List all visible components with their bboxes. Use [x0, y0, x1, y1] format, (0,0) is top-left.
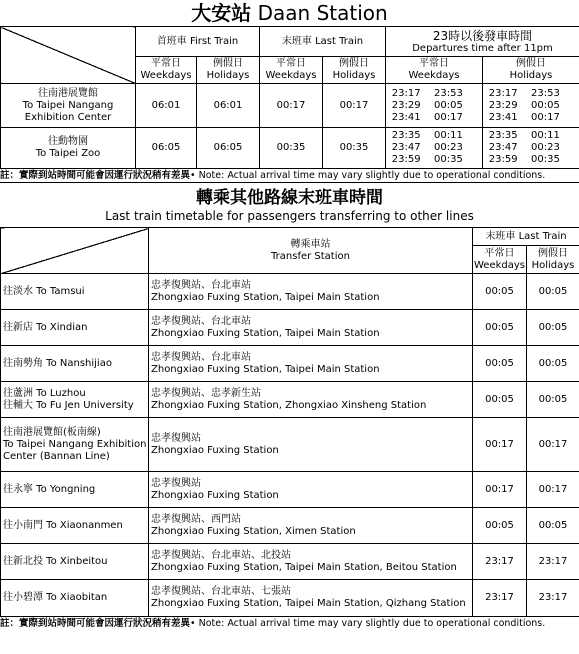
- destination-text: To Taipei Nangang Exhibition: [3, 438, 147, 450]
- weekdays-zh: 平常日: [484, 247, 515, 259]
- station-cell: [149, 508, 473, 544]
- table-row: [1, 418, 579, 472]
- time: 23:29: [391, 99, 421, 111]
- weekdays-en: Weekdays: [473, 259, 525, 271]
- destination-text: 往南港展覽館(板南線): [3, 426, 101, 438]
- station-cell: [149, 310, 473, 346]
- holidays-en: Holidays: [531, 259, 575, 271]
- time: 23:41: [488, 111, 518, 123]
- first-holiday-time: 06:01: [197, 84, 260, 128]
- station-zh: 忠孝復興站、忠孝新生站: [151, 387, 261, 399]
- holidays-zh: 例假日: [538, 247, 568, 259]
- holiday-time: 00:05: [527, 382, 579, 418]
- time: 23:53: [434, 87, 463, 99]
- destination-cell: [1, 382, 149, 418]
- destination-cell: [1, 128, 136, 169]
- time: 00:35: [434, 154, 463, 165]
- weekdays-en: Weekdays: [408, 70, 460, 81]
- destination-cell: [1, 346, 149, 382]
- time: 00:23: [531, 142, 560, 153]
- after-holiday-times: [483, 84, 579, 128]
- holidays-header: [483, 57, 579, 84]
- time: 00:05: [531, 99, 560, 111]
- weekday-time: 00:05: [473, 382, 527, 418]
- table-row: [1, 472, 579, 508]
- weekday-time: 00:05: [473, 508, 527, 544]
- station-cell: [149, 418, 473, 472]
- destination-text: 往淡水 To Tamsui: [3, 285, 85, 297]
- destination-text: Center (Bannan Line): [3, 450, 110, 462]
- destination-cell: [1, 544, 149, 580]
- holidays-zh: 例假日: [213, 58, 243, 69]
- table-row: [1, 128, 579, 169]
- table-row: [1, 84, 579, 128]
- station-zh: 忠孝復興站、台北車站、北投站: [151, 549, 291, 561]
- after-weekday-times: [386, 128, 483, 169]
- station-en: Zhongxiao Fuxing Station: [151, 444, 279, 456]
- time: 00:17: [434, 111, 463, 123]
- station-cell: [149, 580, 473, 617]
- station-title-en: Daan Station: [257, 1, 388, 25]
- first-holiday-time: 06:05: [197, 128, 260, 169]
- weekday-time: 00:05: [473, 346, 527, 382]
- destination-en: Exhibition Center: [24, 111, 112, 123]
- station-zh: 忠孝復興站、台北車站: [151, 351, 251, 363]
- destination-text: 往南勢角 To Nanshijiao: [3, 357, 112, 369]
- destination-cell: [1, 418, 149, 472]
- time: 23:17: [488, 87, 518, 99]
- corner-cell: [1, 27, 136, 84]
- weekdays-header: [136, 57, 197, 84]
- time: 23:35: [391, 130, 421, 141]
- weekday-time: 23:17: [473, 544, 527, 580]
- holidays-header: [527, 246, 579, 274]
- time: 23:29: [488, 99, 518, 111]
- station-cell: [149, 472, 473, 508]
- station-en: Zhongxiao Fuxing Station, Taipei Main Station: [151, 291, 380, 303]
- last-train-header: 末班車 Last Train: [473, 228, 579, 246]
- time: 00:17: [531, 111, 560, 123]
- weekday-time: 23:17: [473, 580, 527, 617]
- station-cell: [149, 346, 473, 382]
- holiday-time: 00:05: [527, 346, 579, 382]
- after-weekday-times: [386, 84, 483, 128]
- station-title-zh: 大安站: [191, 1, 252, 25]
- destination-text: 往蘆洲 To Luzhou: [3, 387, 86, 399]
- station-zh: 忠孝復興站、西門站: [151, 513, 241, 525]
- station-en: Zhongxiao Fuxing Station, Ximen Station: [151, 525, 356, 537]
- holidays-zh: 例假日: [339, 58, 369, 69]
- first-train-header: 首班車 First Train: [136, 27, 260, 57]
- time: 23:47: [488, 142, 518, 153]
- weekdays-en: Weekdays: [140, 70, 192, 81]
- holiday-time: 00:05: [527, 274, 579, 310]
- weekdays-header: [260, 57, 323, 84]
- station-en: Zhongxiao Fuxing Station, Taipei Main Station: [151, 327, 380, 339]
- transfer-station-zh: 轉乘車站: [290, 238, 331, 250]
- time: 23:35: [488, 130, 518, 141]
- station-en: Zhongxiao Fuxing Station, Taipei Main Station, Qizhang Station: [151, 598, 466, 609]
- destination-cell: [1, 508, 149, 544]
- destination-text: 往新店 To Xindian: [3, 321, 88, 333]
- last-weekday-time: 00:17: [260, 84, 323, 128]
- time: 23:53: [531, 87, 560, 99]
- note-en: • Note: Actual arrival time may vary slightly due to operational conditions.: [190, 618, 546, 629]
- station-zh: 忠孝復興站、台北車站: [151, 279, 251, 291]
- station-zh: 忠孝復興站、台北車站: [151, 315, 251, 327]
- station-zh: 忠孝復興站、台北車站、七張站: [151, 586, 291, 597]
- weekday-time: 00:17: [473, 418, 527, 472]
- transfer-subtitle: Last train timetable for passengers transferring to other lines: [105, 209, 474, 223]
- destination-text: 往小南門 To Xiaonanmen: [3, 519, 123, 531]
- destination-text: 往永寧 To Yongning: [3, 483, 96, 495]
- transfer-station-en: Transfer Station: [271, 250, 350, 262]
- time: 00:05: [434, 99, 463, 111]
- time: 00:35: [531, 154, 560, 165]
- weekdays-zh: 平常日: [276, 58, 306, 69]
- station-zh: 忠孝復興站: [151, 432, 201, 444]
- station-cell: [149, 382, 473, 418]
- station-en: Zhongxiao Fuxing Station, Zhongxiao Xinsheng Station: [151, 399, 427, 411]
- last-train-header: 末班車 Last Train: [260, 27, 386, 57]
- station-cell: [149, 544, 473, 580]
- departure-table: [0, 26, 579, 169]
- time: 23:41: [391, 111, 421, 123]
- destination-cell: [1, 580, 149, 617]
- destination-text: 往新北投 To Xinbeitou: [3, 555, 108, 567]
- weekdays-zh: 平常日: [151, 58, 181, 69]
- table-row: [1, 508, 579, 544]
- weekday-time: 00:05: [473, 310, 527, 346]
- destination-cell: [1, 274, 149, 310]
- note-zh: 註：實際到站時間可能會因運行狀況稍有差異: [0, 618, 191, 629]
- note-zh: 註：實際到站時間可能會因運行狀況稍有差異: [0, 170, 191, 181]
- destination-zh: 往南港展覽館: [38, 87, 98, 99]
- station-title: [0, 0, 579, 26]
- after-11pm-zh: 23時以後發車時間: [432, 28, 533, 43]
- holiday-time: 00:17: [527, 472, 579, 508]
- time: 00:23: [434, 142, 463, 153]
- destination-text: 往輔大 To Fu Jen University: [3, 399, 134, 411]
- last-weekday-time: 00:35: [260, 128, 323, 169]
- weekdays-zh: 平常日: [419, 58, 449, 69]
- holidays-zh: 例假日: [516, 58, 546, 69]
- first-weekday-time: 06:05: [136, 128, 197, 169]
- time: 23:17: [391, 87, 421, 99]
- destination-en: To Taipei Zoo: [35, 148, 101, 159]
- destination-cell: [1, 472, 149, 508]
- time: 23:59: [488, 154, 518, 165]
- transfer-title: 轉乘其他路線末班車時間: [196, 188, 383, 208]
- destination-cell: [1, 310, 149, 346]
- weekdays-header: [386, 57, 483, 84]
- holiday-time: 00:05: [527, 310, 579, 346]
- last-holiday-time: 00:35: [323, 128, 386, 169]
- time: 23:59: [391, 154, 421, 165]
- weekdays-en: Weekdays: [265, 70, 317, 81]
- corner-cell: [1, 228, 149, 274]
- weekday-time: 00:17: [473, 472, 527, 508]
- destination-cell: [1, 84, 136, 128]
- note-en: • Note: Actual arrival time may vary slightly due to operational conditions.: [190, 170, 546, 181]
- table-row: [1, 580, 579, 617]
- time: 00:11: [434, 130, 463, 141]
- weekdays-header: [473, 246, 527, 274]
- destination-en: To Taipei Nangang: [22, 99, 114, 111]
- table-row: [1, 382, 579, 418]
- holiday-time: 23:17: [527, 544, 579, 580]
- table-row: [1, 310, 579, 346]
- operational-note: [0, 169, 579, 183]
- operational-note-bottom: [0, 617, 579, 630]
- holidays-header: [323, 57, 386, 84]
- station-en: Zhongxiao Fuxing Station, Taipei Main Station: [151, 363, 380, 375]
- holidays-header: [197, 57, 260, 84]
- transfer-table: [0, 227, 579, 617]
- holiday-time: 00:05: [527, 508, 579, 544]
- after-11pm-header: [386, 27, 579, 57]
- first-weekday-time: 06:01: [136, 84, 197, 128]
- after-11pm-en: Departures time after 11pm: [412, 42, 553, 54]
- last-holiday-time: 00:17: [323, 84, 386, 128]
- station-en: Zhongxiao Fuxing Station: [151, 489, 279, 501]
- destination-zh: 往動物園: [48, 136, 88, 147]
- table-row: [1, 544, 579, 580]
- weekday-time: 00:05: [473, 274, 527, 310]
- transfer-station-header: [149, 228, 473, 274]
- station-zh: 忠孝復興站: [151, 477, 201, 489]
- table-row: [1, 274, 579, 310]
- after-holiday-times: [483, 128, 579, 169]
- time: 00:11: [531, 130, 560, 141]
- table-row: [1, 346, 579, 382]
- holiday-time: 00:17: [527, 418, 579, 472]
- time: 23:47: [391, 142, 421, 153]
- holiday-time: 23:17: [527, 580, 579, 617]
- destination-text: 往小碧潭 To Xiaobitan: [3, 592, 108, 603]
- station-cell: [149, 274, 473, 310]
- holidays-en: Holidays: [206, 70, 250, 81]
- station-en: Zhongxiao Fuxing Station, Taipei Main Station, Beitou Station: [151, 561, 457, 573]
- holidays-en: Holidays: [509, 70, 553, 81]
- holidays-en: Holidays: [332, 70, 376, 81]
